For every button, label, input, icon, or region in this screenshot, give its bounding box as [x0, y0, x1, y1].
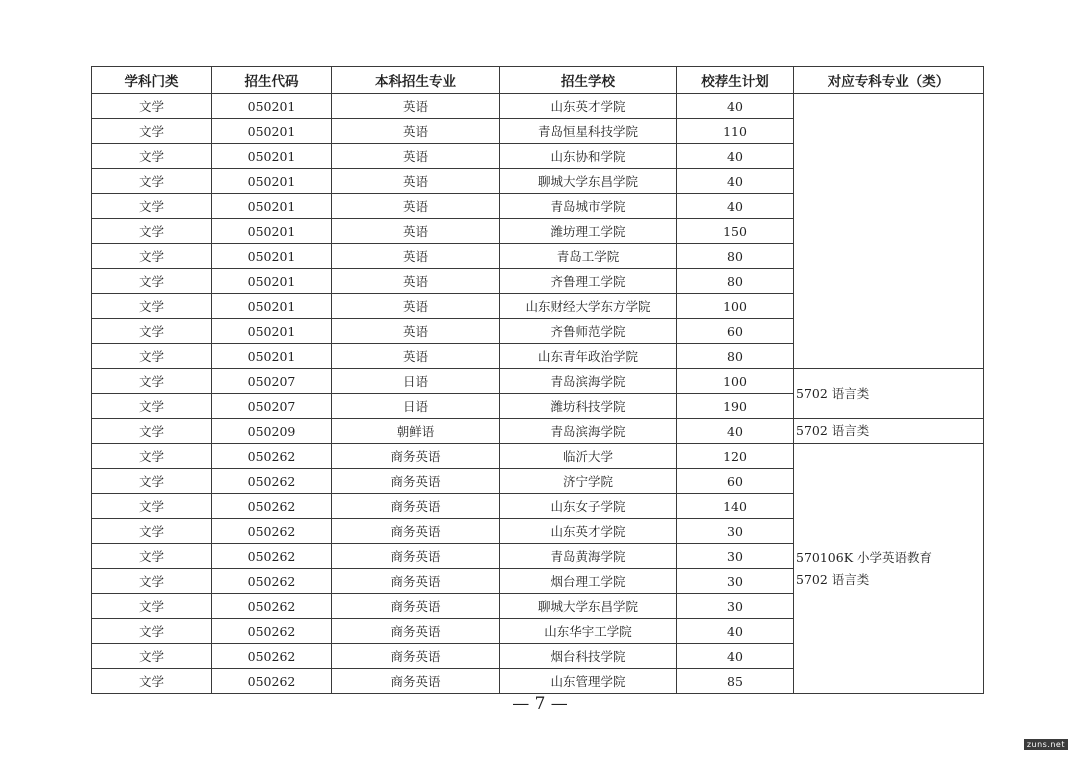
table-row [92, 419, 984, 444]
cell-category: 文学 [92, 194, 212, 219]
header-school: 招生学校 [500, 67, 677, 94]
cell-category: 文学 [92, 219, 212, 244]
cell-code: 050262 [212, 644, 332, 669]
cell-code: 050207 [212, 369, 332, 394]
cell-major: 商务英语 [332, 444, 500, 469]
cell-plan: 30 [677, 569, 794, 594]
cell-plan: 40 [677, 644, 794, 669]
cell-major: 英语 [332, 194, 500, 219]
cell-code: 050201 [212, 244, 332, 269]
cell-plan: 85 [677, 669, 794, 694]
cell-code: 050201 [212, 144, 332, 169]
cell-plan: 190 [677, 394, 794, 419]
cell-major: 日语 [332, 369, 500, 394]
cell-code: 050262 [212, 544, 332, 569]
cell-major: 英语 [332, 94, 500, 119]
cell-plan: 140 [677, 494, 794, 519]
cell-school: 济宁学院 [500, 469, 677, 494]
site-watermark: zuns.net [1024, 739, 1068, 750]
cell-plan: 30 [677, 519, 794, 544]
cell-code: 050201 [212, 194, 332, 219]
cell-plan: 60 [677, 319, 794, 344]
cell-major: 英语 [332, 244, 500, 269]
corresponding-line: 570106K 小学英语教育 [796, 549, 933, 565]
corresponding-line: 5702 语言类 [796, 571, 870, 587]
cell-code: 050262 [212, 669, 332, 694]
header-category: 学科门类 [92, 67, 212, 94]
cell-category: 文学 [92, 519, 212, 544]
cell-code: 050262 [212, 469, 332, 494]
cell-code: 050262 [212, 569, 332, 594]
cell-school: 潍坊理工学院 [500, 219, 677, 244]
cell-category: 文学 [92, 619, 212, 644]
cell-plan: 100 [677, 369, 794, 394]
cell-plan: 80 [677, 244, 794, 269]
cell-plan: 110 [677, 119, 794, 144]
cell-school: 山东英才学院 [500, 519, 677, 544]
cell-school: 烟台理工学院 [500, 569, 677, 594]
header-plan: 校荐生计划 [677, 67, 794, 94]
cell-category: 文学 [92, 394, 212, 419]
header-major: 本科招生专业 [332, 67, 500, 94]
cell-major: 商务英语 [332, 519, 500, 544]
cell-school: 聊城大学东昌学院 [500, 169, 677, 194]
cell-school: 山东青年政治学院 [500, 344, 677, 369]
cell-plan: 40 [677, 619, 794, 644]
cell-category: 文学 [92, 469, 212, 494]
cell-code: 050262 [212, 494, 332, 519]
cell-school: 齐鲁师范学院 [500, 319, 677, 344]
cell-code: 050201 [212, 344, 332, 369]
cell-code: 050201 [212, 169, 332, 194]
cell-school: 青岛滨海学院 [500, 369, 677, 394]
cell-major: 商务英语 [332, 644, 500, 669]
cell-corresponding [794, 94, 984, 369]
cell-category: 文学 [92, 269, 212, 294]
cell-code: 050207 [212, 394, 332, 419]
cell-major: 英语 [332, 169, 500, 194]
cell-category: 文学 [92, 294, 212, 319]
table-body [92, 94, 984, 694]
cell-plan: 30 [677, 594, 794, 619]
cell-major: 英语 [332, 294, 500, 319]
cell-plan: 100 [677, 294, 794, 319]
cell-category: 文学 [92, 444, 212, 469]
corresponding-line: 5702 语言类 [796, 385, 870, 401]
cell-corresponding [794, 369, 984, 419]
cell-code: 050262 [212, 519, 332, 544]
cell-major: 商务英语 [332, 619, 500, 644]
cell-school: 山东财经大学东方学院 [500, 294, 677, 319]
cell-school: 山东女子学院 [500, 494, 677, 519]
cell-code: 050201 [212, 269, 332, 294]
cell-plan: 40 [677, 94, 794, 119]
cell-category: 文学 [92, 244, 212, 269]
cell-category: 文学 [92, 419, 212, 444]
cell-category: 文学 [92, 544, 212, 569]
cell-code: 050262 [212, 619, 332, 644]
cell-school: 烟台科技学院 [500, 644, 677, 669]
cell-plan: 40 [677, 419, 794, 444]
cell-category: 文学 [92, 119, 212, 144]
cell-school: 青岛城市学院 [500, 194, 677, 219]
cell-school: 山东管理学院 [500, 669, 677, 694]
cell-school: 山东英才学院 [500, 94, 677, 119]
cell-plan: 40 [677, 144, 794, 169]
cell-code: 050201 [212, 94, 332, 119]
cell-category: 文学 [92, 319, 212, 344]
cell-major: 商务英语 [332, 569, 500, 594]
cell-category: 文学 [92, 594, 212, 619]
cell-plan: 40 [677, 194, 794, 219]
cell-school: 齐鲁理工学院 [500, 269, 677, 294]
cell-plan: 120 [677, 444, 794, 469]
cell-code: 050209 [212, 419, 332, 444]
cell-corresponding [794, 419, 984, 444]
table-header-row [92, 67, 984, 94]
cell-category: 文学 [92, 669, 212, 694]
cell-major: 英语 [332, 144, 500, 169]
cell-major: 英语 [332, 269, 500, 294]
cell-major: 商务英语 [332, 544, 500, 569]
cell-school: 山东华宇工学院 [500, 619, 677, 644]
cell-category: 文学 [92, 344, 212, 369]
cell-school: 青岛滨海学院 [500, 419, 677, 444]
cell-major: 英语 [332, 219, 500, 244]
cell-code: 050201 [212, 319, 332, 344]
cell-major: 商务英语 [332, 669, 500, 694]
header-corresponding: 对应专科专业（类） [794, 67, 984, 94]
cell-category: 文学 [92, 569, 212, 594]
cell-major: 英语 [332, 319, 500, 344]
cell-plan: 40 [677, 169, 794, 194]
cell-school: 青岛黄海学院 [500, 544, 677, 569]
cell-major: 英语 [332, 119, 500, 144]
cell-corresponding [794, 444, 984, 694]
cell-plan: 30 [677, 544, 794, 569]
cell-category: 文学 [92, 144, 212, 169]
header-code: 招生代码 [212, 67, 332, 94]
cell-school: 山东协和学院 [500, 144, 677, 169]
table-row [92, 444, 984, 469]
cell-category: 文学 [92, 369, 212, 394]
cell-major: 商务英语 [332, 494, 500, 519]
cell-school: 临沂大学 [500, 444, 677, 469]
cell-plan: 150 [677, 219, 794, 244]
cell-code: 050201 [212, 219, 332, 244]
cell-code: 050201 [212, 119, 332, 144]
enrollment-table [91, 66, 984, 694]
cell-school: 聊城大学东昌学院 [500, 594, 677, 619]
cell-major: 日语 [332, 394, 500, 419]
cell-plan: 80 [677, 269, 794, 294]
corresponding-line: 5702 语言类 [796, 423, 870, 438]
cell-category: 文学 [92, 94, 212, 119]
cell-major: 英语 [332, 344, 500, 369]
cell-school: 青岛恒星科技学院 [500, 119, 677, 144]
cell-major: 商务英语 [332, 469, 500, 494]
cell-plan: 80 [677, 344, 794, 369]
page-number: — 7 — [512, 694, 568, 714]
cell-code: 050201 [212, 294, 332, 319]
cell-school: 青岛工学院 [500, 244, 677, 269]
cell-category: 文学 [92, 494, 212, 519]
cell-category: 文学 [92, 169, 212, 194]
cell-code: 050262 [212, 444, 332, 469]
cell-major: 朝鲜语 [332, 419, 500, 444]
cell-code: 050262 [212, 594, 332, 619]
cell-school: 潍坊科技学院 [500, 394, 677, 419]
cell-category: 文学 [92, 644, 212, 669]
cell-plan: 60 [677, 469, 794, 494]
cell-major: 商务英语 [332, 594, 500, 619]
table-row [92, 94, 984, 119]
table-row [92, 369, 984, 394]
